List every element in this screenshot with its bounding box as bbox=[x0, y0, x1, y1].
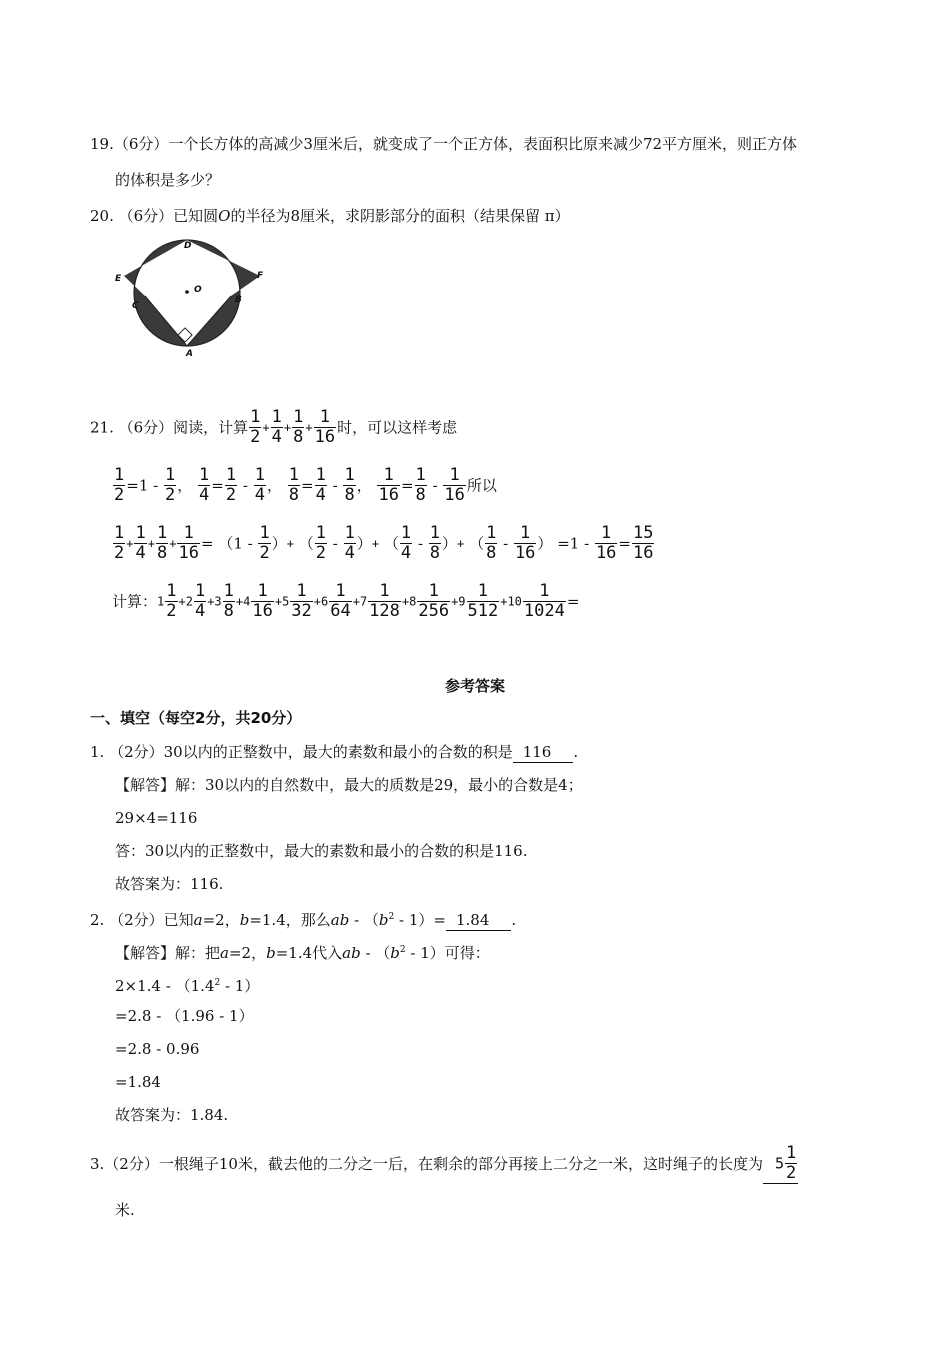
fraction: $\frac{1}{4}$ bbox=[344, 523, 355, 563]
fraction: $\frac{1}{8}$ bbox=[293, 407, 304, 447]
a2-question: 2. （2分）已知a=2，b=1.4，那么ab - $(b^2 - 1)= 1.84$ . bbox=[90, 911, 517, 929]
fraction: $\frac{1}{8}$ bbox=[223, 581, 234, 621]
fraction: $\frac{1}{2}$ bbox=[250, 407, 261, 447]
q20-var-o: O bbox=[218, 207, 231, 225]
label-o: O bbox=[194, 285, 202, 295]
fraction: $\frac{1}{4}$ bbox=[315, 465, 326, 505]
fraction: $\frac{1}{2}$ bbox=[114, 523, 125, 563]
q20-text bbox=[90, 206, 570, 226]
q21-sum: $\frac{1}{2}$ + $\frac{1}{4}$ + $\frac{1}{8}$ + $\frac{1}{16}$ = （1 - $\frac{1}{2}$ ）+ （ $\frac{1}{2}$ - $\frac{1}{4}$ ）+ （ $\frac{1}{4}$ - $\frac{1}{8}$ ）+ （ $\frac{1}{8}$ - $\frac{1}{16}$ ） =1 - $\frac{1}{16}$ = $\frac{15}{16}$ bbox=[114, 523, 654, 563]
fraction: $\frac{1}{64}$ bbox=[330, 581, 351, 621]
fraction: $\frac{1}{8}$ bbox=[415, 465, 426, 505]
a1-solution-2: 29×4=116 bbox=[115, 809, 198, 827]
fraction: $\frac{1}{2}$ bbox=[164, 465, 176, 505]
q20-text-a: 20. （6分）已知圆 bbox=[90, 207, 219, 225]
fraction: $\frac{1}{128}$ bbox=[369, 581, 400, 621]
fraction: $\frac{1}{2}$ bbox=[785, 1143, 797, 1183]
a2-solution-5: =1.84 bbox=[115, 1073, 161, 1091]
a2-solution-1: 【解答】解：把a=2，b=1.4代入ab - $(b^2 - 1)$可得： bbox=[115, 944, 490, 962]
fraction: $\frac{1}{4}$ bbox=[271, 407, 282, 447]
a2-solution-3: =2.8 - （1.96 - 1） bbox=[115, 1007, 254, 1025]
a1-solution-3: 答：30以内的正整数中，最大的素数和最小的合数的积是116. bbox=[115, 842, 528, 860]
fraction: $\frac{1}{16}$ bbox=[444, 465, 465, 505]
fraction: $\frac{1}{2}$ bbox=[315, 523, 327, 563]
fraction: $\frac{1}{4}$ bbox=[194, 581, 206, 621]
label-b: B bbox=[235, 295, 242, 305]
fraction: $\frac{1}{16}$ bbox=[378, 465, 399, 505]
a3-question: 3.（2分）一根绳子10米，截去他的二分之一后，在剩余的部分再接上二分之一米，这时绳子的长度为 5 $\frac{1}{2}$ bbox=[90, 1143, 797, 1183]
q21-intro: 21. （6分）阅读，计算 $\frac{1}{2}$ + $\frac{1}{4}$ + $\frac{1}{8}$ + $\frac{1}{16}$ 时，可以这样考虑 bbox=[90, 407, 458, 447]
fraction: $\frac{1}{16}$ bbox=[595, 523, 617, 563]
fraction: $\frac{1}{8}$ bbox=[288, 465, 299, 505]
label-c: C bbox=[132, 301, 139, 311]
answers-title: 参考答案 bbox=[444, 677, 505, 695]
q21-intro-a: 21. （6分）阅读，计算 bbox=[90, 418, 249, 437]
answer-blank: 5 $\frac{1}{2}$ bbox=[763, 1144, 798, 1184]
fraction: $\frac{1}{8}$ bbox=[156, 523, 168, 563]
label-f: F bbox=[257, 271, 264, 281]
fraction: $\frac{1}{16}$ bbox=[178, 523, 199, 563]
fraction: $\frac{1}{16}$ bbox=[314, 407, 336, 447]
fraction: $\frac{1}{16}$ bbox=[252, 581, 273, 621]
q21-calc: 计算：1 $\frac{1}{2}$ +2 $\frac{1}{4}$ +3 $\frac{1}{8}$ +4 $\frac{1}{16}$ +5 $\frac{1}{32}$ +6 $\frac{1}{64}$ +7 $\frac{1}{128}$ +8 $\frac{1}{256}$ +9 $\frac{1}{512}$ +10 $\frac{1}{1024}$ = bbox=[112, 581, 580, 621]
section1-heading: 一、填空（每空2分，共20分） bbox=[90, 709, 302, 727]
q21-decomposition: $\frac{1}{2}$ =1 - $\frac{1}{2}$ ， $\frac{1}{4}$ = $\frac{1}{2}$ - $\frac{1}{4}$ ， $\frac{1}{8}$ = $\frac{1}{4}$ - $\frac{1}{8}$ ， $\frac{1}{16}$ = $\frac{1}{8}$ - $\frac{1}{16}$ 所以 bbox=[114, 465, 497, 505]
fraction: $\frac{1}{512}$ bbox=[467, 581, 499, 621]
a1-question: 1. （2分）30以内的正整数中，最大的素数和最小的合数的积是 116 . bbox=[90, 743, 579, 761]
fraction: $\frac{15}{16}$ bbox=[633, 523, 654, 563]
a2-solution-6: 故答案为：1.84. bbox=[115, 1106, 229, 1124]
fraction: $\frac{1}{32}$ bbox=[291, 581, 312, 621]
a1-solution-1: 【解答】解：30以内的自然数中，最大的质数是29，最小的合数是4； bbox=[115, 776, 583, 794]
fraction: $\frac{1}{2}$ bbox=[114, 465, 125, 505]
q21-intro-b: 时，可以这样考虑 bbox=[337, 418, 458, 437]
a2-solution-2: $2\times 1.4 - (1.4^2 - 1)$ bbox=[115, 977, 260, 995]
fraction: $\frac{1}{1024}$ bbox=[523, 581, 565, 621]
label-d: D bbox=[184, 241, 192, 251]
fraction: $\frac{1}{16}$ bbox=[514, 523, 536, 563]
fraction: $\frac{1}{4}$ bbox=[135, 523, 146, 563]
fraction: $\frac{1}{8}$ bbox=[429, 523, 441, 563]
q19-line2: 的体积是多少？ bbox=[115, 171, 221, 189]
label-a: A bbox=[186, 349, 193, 358]
fraction: $\frac{1}{8}$ bbox=[344, 465, 355, 505]
q20-text-b: 的半径为8厘米，求阴影部分的面积（结果保留 π） bbox=[230, 207, 570, 225]
fraction: $\frac{1}{256}$ bbox=[418, 581, 450, 621]
a2-solution-4: =2.8 - 0.96 bbox=[115, 1040, 200, 1058]
fraction: $\frac{1}{8}$ bbox=[486, 523, 497, 563]
a1-solution-4: 故答案为：116. bbox=[115, 875, 224, 893]
label-e: E bbox=[115, 274, 122, 284]
q19-line1: 19.（6分）一个长方体的高减少3厘米后，就变成了一个正方体，表面积比原来减少72平方厘米，则正方体 bbox=[90, 135, 798, 153]
center-point bbox=[185, 290, 189, 294]
fraction: $\frac{1}{2}$ bbox=[225, 465, 237, 505]
fraction: $\frac{1}{4}$ bbox=[254, 465, 265, 505]
answer-blank: 116 bbox=[513, 742, 574, 763]
fraction: $\frac{1}{4}$ bbox=[199, 465, 210, 505]
answer-blank: 1.84 bbox=[446, 910, 511, 931]
fraction: $\frac{1}{4}$ bbox=[400, 523, 412, 563]
fraction: $\frac{1}{2}$ bbox=[166, 581, 177, 621]
circle-shaded-figure bbox=[112, 238, 272, 358]
a3-unit: 米. bbox=[115, 1201, 135, 1219]
fraction: $\frac{1}{2}$ bbox=[259, 523, 270, 563]
